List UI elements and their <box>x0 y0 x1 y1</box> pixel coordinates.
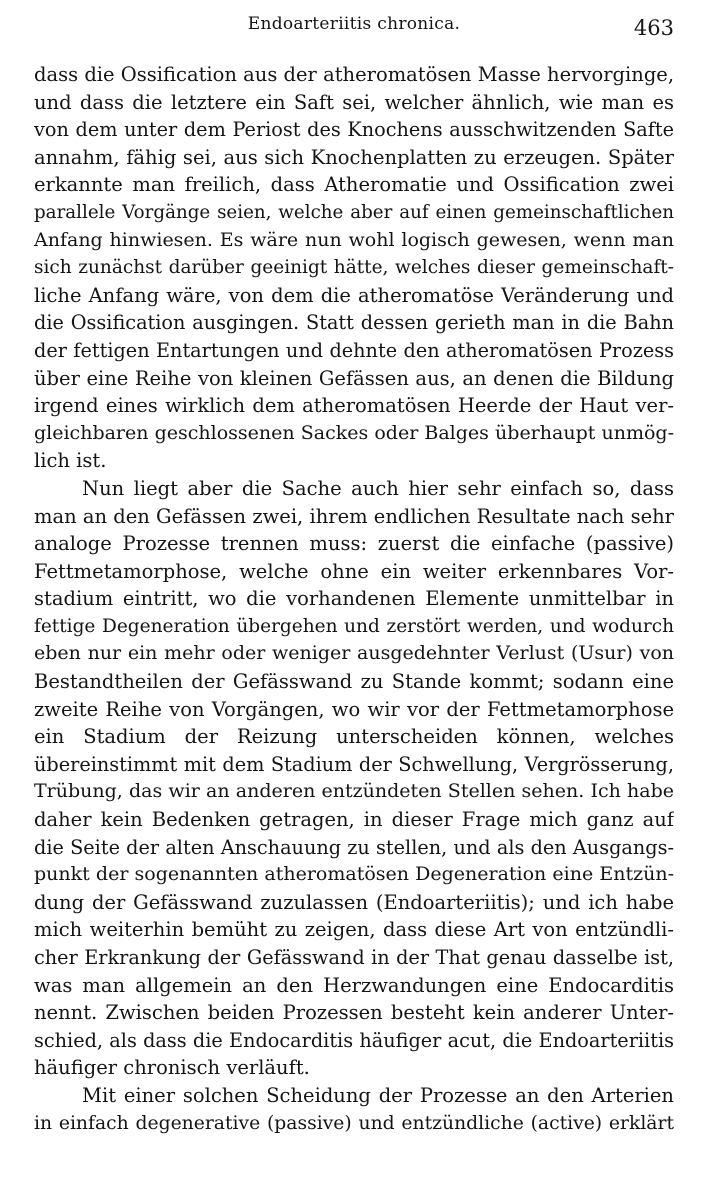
text-line: Anfang hinwiesen. Es wäre nun wohl logisch gewesen, wenn man <box>34 228 674 251</box>
text-line: stadium eintritt, wo die vorhandenen Elemente unmittelbar in <box>34 587 674 611</box>
text-line: parallele Vorgänge seien, welche aber auf einen gemeinschaftlichen <box>34 201 674 223</box>
paragraph-end-line: häufiger chronisch verläuft. <box>34 1056 310 1080</box>
text-line: cher Erkrankung der Gefässwand in der That genau dasselbe ist, <box>34 946 674 969</box>
text-line: ein Stadium der Reizung unterscheiden können, welches <box>34 725 674 749</box>
text-line: Fettmetamorphose, welche ohne ein weiter erkennbares Vor- <box>34 559 674 583</box>
page-number: 463 <box>633 16 674 40</box>
text-line: annahm, fähig sei, aus sich Knochenplatten zu erzeugen. Später <box>34 145 674 169</box>
text-line: man an den Gefässen zwei, ihrem endlichen Resultate nach sehr <box>34 504 674 528</box>
text-line: eben nur ein mehr oder weniger ausgedehnter Verlust (Usur) von <box>34 642 674 665</box>
body-text <box>34 61 674 1137</box>
text-line: übereinstimmt mit dem Stadium der Schwellung, Vergrösserung, <box>34 752 674 776</box>
text-line: sich zunächst darüber geeinigt hätte, welches dieser gemeinschaft- <box>34 257 674 279</box>
text-line: dass die Ossification aus der atheromatösen Masse hervorginge, <box>34 63 674 86</box>
text-line: in einfach degenerative (passive) und entzündliche (active) erklärt <box>34 1112 674 1134</box>
text-line: Trübung, das wir an anderen entzündeten Stellen sehen. Ich habe <box>34 780 674 803</box>
running-title: Endoarteriitis chronica. <box>247 14 461 34</box>
text-line: nennt. Zwischen beiden Prozessen besteht kein anderer Unter- <box>34 1001 674 1025</box>
text-line: der fettigen Entartungen und dehnte den atheromatösen Prozess <box>34 338 674 362</box>
text-line: die Seite der alten Anschauung zu stellen, und als den Ausgangs- <box>34 835 674 859</box>
text-line: daher kein Bedenken getragen, in dieser Frage mich ganz auf <box>34 808 674 832</box>
text-line: zweite Reihe von Vorgängen, wo wir vor der Fettmetamorphose <box>34 697 674 721</box>
text-line: liche Anfang wäre, von dem die atheromatöse Veränderung und <box>34 283 674 307</box>
text-line: mich weiterhin bemüht zu zeigen, dass diese Art von entzündli- <box>34 918 674 942</box>
text-line: was man allgemein an den Herzwandungen eine Endocarditis <box>34 973 674 997</box>
text-line: fettige Degeneration übergehen und zerstört werden, und wodurch <box>34 615 674 637</box>
paragraph-first-line: Mit einer solchen Scheidung der Prozesse an den Arterien <box>82 1083 674 1107</box>
text-line: erkannte man freilich, dass Atheromatie und Ossification zwei <box>34 173 674 197</box>
text-line: irgend eines wirklich dem atheromatösen Heerde der Haut ver- <box>34 394 674 418</box>
text-line: gleichbaren geschlossenen Sackes oder Balges überhaupt unmög- <box>34 421 674 444</box>
paragraph-first-line: Nun liegt aber die Sache auch hier sehr einfach so, dass <box>82 476 674 500</box>
text-line: analoge Prozesse trennen muss: zuerst die einfache (passive) <box>34 532 674 556</box>
text-line: die Ossification ausgingen. Statt dessen gerieth man in die Bahn <box>34 311 674 335</box>
text-line: über eine Reihe von kleinen Gefässen aus, an denen die Bildung <box>34 366 674 390</box>
text-line: und dass die letztere ein Saft sei, welcher ähnlich, wie man es <box>34 90 674 114</box>
running-header <box>0 10 708 40</box>
text-line: Bestandtheilen der Gefässwand zu Stande kommt; sodann eine <box>34 670 674 694</box>
text-line: von dem unter dem Periost des Knochens ausschwitzenden Safte <box>34 118 674 142</box>
text-line: punkt der sogenannten atheromatösen Degeneration eine Entzün- <box>34 863 674 886</box>
paragraph-end-line: lich ist. <box>34 449 107 473</box>
text-line: dung der Gefässwand zuzulassen (Endoarteriitis); und ich habe <box>34 890 674 914</box>
text-line: schied, als dass die Endocarditis häufiger acut, die Endoarteriitis <box>34 1028 674 1052</box>
